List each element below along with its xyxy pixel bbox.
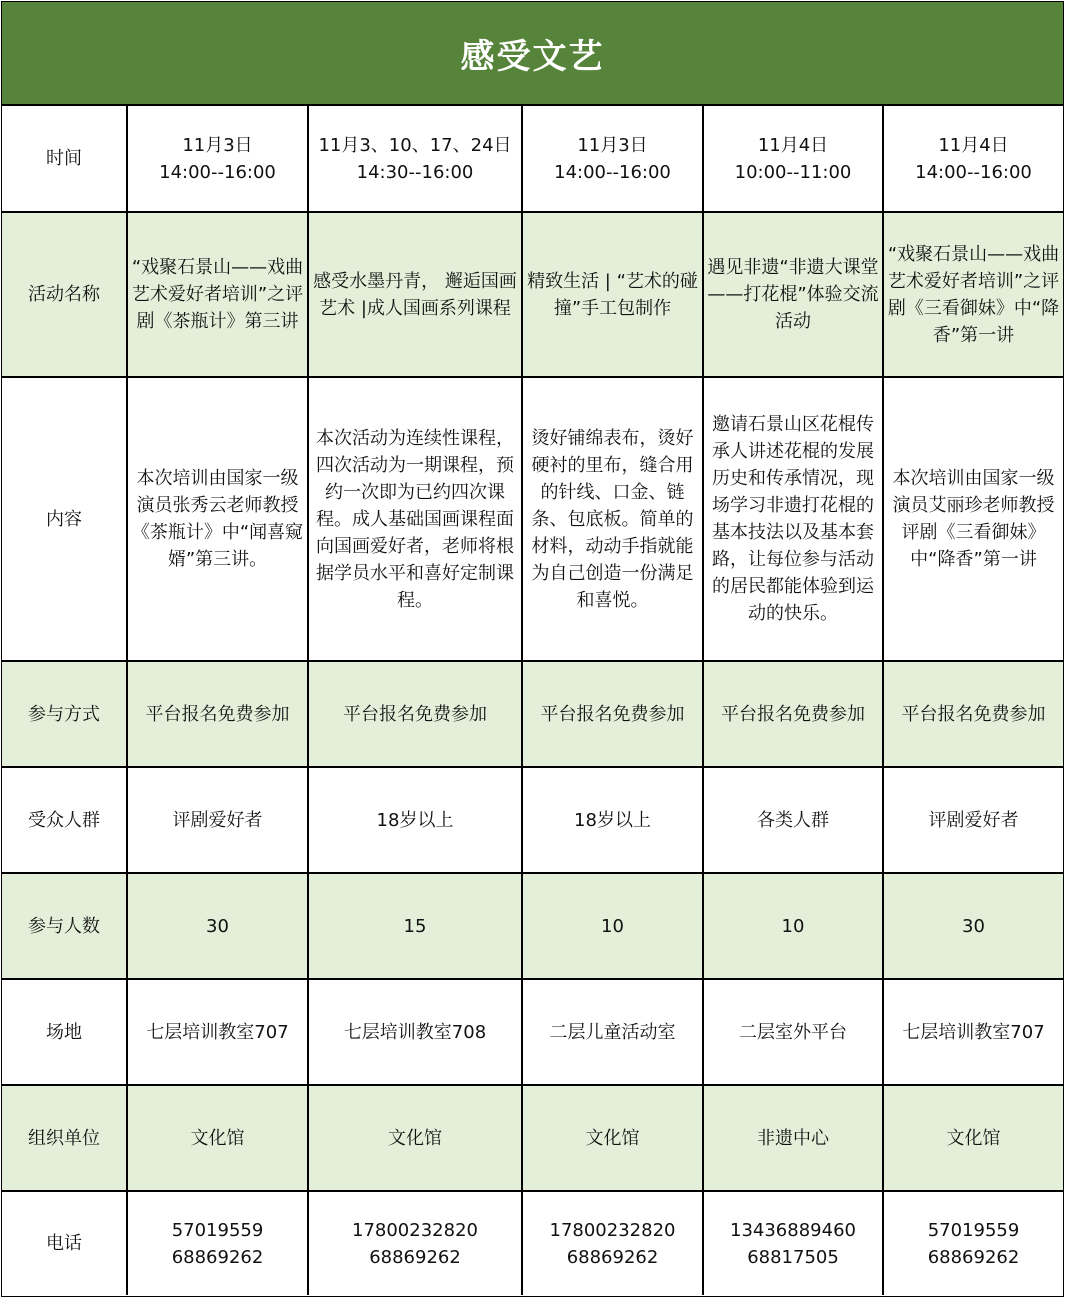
time-date: 11月3日 — [182, 134, 253, 156]
time-cell — [522, 106, 703, 212]
content-cell: 邀请石景山区花棍传承人讲述花棍的发展历史和传承情况，现场学习非遗打花棍的基本技法以及基本套路，让每位参与活动的居民都能体验到运动的快乐。 — [703, 377, 883, 661]
count-cell: 30 — [883, 873, 1063, 979]
time-range: 14:00--16:00 — [915, 161, 1032, 183]
row-label-time: 时间 — [2, 106, 127, 212]
time-range: 14:00--16:00 — [159, 161, 276, 183]
row-organizer — [2, 1085, 1063, 1191]
row-phone — [2, 1191, 1063, 1295]
time-range: 14:30--16:00 — [356, 161, 474, 183]
phone-number: 57019559 — [171, 1219, 264, 1241]
title-banner — [2, 2, 1063, 106]
activity-name-cell: 遇见非遗“非遗大课堂——打花棍”体验交流活动 — [703, 212, 883, 377]
time-cell — [883, 106, 1063, 212]
time-date: 11月4日 — [938, 134, 1009, 156]
venue-cell: 七层培训教室707 — [883, 979, 1063, 1085]
row-label-organizer: 组织单位 — [2, 1085, 127, 1191]
venue-cell: 二层室外平台 — [703, 979, 883, 1085]
phone-cell — [703, 1191, 883, 1295]
phone-number: 13436889460 — [730, 1219, 856, 1241]
row-venue — [2, 979, 1063, 1085]
row-label-participation-method: 参与方式 — [2, 661, 127, 767]
count-cell: 10 — [522, 873, 703, 979]
activity-name-cell: 感受水墨丹青， 邂逅国画艺术 |成人国画系列课程 — [308, 212, 522, 377]
content-cell: 烫好铺绵表布，烫好硬衬的里布，缝合用的针线、口金、链条、包底板。简单的材料，动动手指就能为自己创造一份满足和喜悦。 — [522, 377, 703, 661]
time-cell — [127, 106, 308, 212]
venue-cell: 七层培训教室707 — [127, 979, 308, 1085]
audience-cell: 评剧爱好者 — [883, 767, 1063, 873]
row-label-participant-count: 参与人数 — [2, 873, 127, 979]
organizer-cell: 文化馆 — [127, 1085, 308, 1191]
organizer-cell: 非遗中心 — [703, 1085, 883, 1191]
method-cell: 平台报名免费参加 — [127, 661, 308, 767]
count-cell: 30 — [127, 873, 308, 979]
phone-number: 68869262 — [566, 1246, 659, 1268]
row-content — [2, 377, 1063, 661]
phone-number: 17800232820 — [549, 1219, 676, 1241]
phone-number: 68869262 — [171, 1246, 264, 1268]
activity-name-cell: “戏聚石景山——戏曲艺术爱好者培训”之评剧《三看御妹》中“降香”第一讲 — [883, 212, 1063, 377]
phone-cell — [308, 1191, 522, 1295]
phone-number: 68869262 — [369, 1246, 461, 1268]
phone-cell — [522, 1191, 703, 1295]
organizer-cell: 文化馆 — [883, 1085, 1063, 1191]
row-time — [2, 106, 1063, 212]
method-cell: 平台报名免费参加 — [308, 661, 522, 767]
phone-number: 68817505 — [747, 1246, 839, 1268]
row-label-audience: 受众人群 — [2, 767, 127, 873]
time-date: 11月3日 — [577, 134, 648, 156]
method-cell: 平台报名免费参加 — [883, 661, 1063, 767]
method-cell: 平台报名免费参加 — [703, 661, 883, 767]
audience-cell: 18岁以上 — [308, 767, 522, 873]
phone-number: 68869262 — [927, 1246, 1020, 1268]
method-cell: 平台报名免费参加 — [522, 661, 703, 767]
content-cell: 本次培训由国家一级演员艾丽珍老师教授评剧《三看御妹》中“降香”第一讲 — [883, 377, 1063, 661]
time-cell — [703, 106, 883, 212]
schedule-table — [2, 106, 1063, 1295]
row-label-activity-name: 活动名称 — [2, 212, 127, 377]
row-activity-name — [2, 212, 1063, 377]
audience-cell: 评剧爱好者 — [127, 767, 308, 873]
row-participant-count — [2, 873, 1063, 979]
phone-cell — [883, 1191, 1063, 1295]
organizer-cell: 文化馆 — [522, 1085, 703, 1191]
organizer-cell: 文化馆 — [308, 1085, 522, 1191]
activity-name-cell: “戏聚石景山——戏曲艺术爱好者培训”之评剧《茶瓶计》第三讲 — [127, 212, 308, 377]
count-cell: 10 — [703, 873, 883, 979]
count-cell: 15 — [308, 873, 522, 979]
phone-cell — [127, 1191, 308, 1295]
row-participation-method — [2, 661, 1063, 767]
activity-name-cell: 精致生活 | “艺术的碰撞”手工包制作 — [522, 212, 703, 377]
time-date: 11月4日 — [757, 134, 829, 156]
activity-schedule-sheet — [1, 1, 1064, 1297]
audience-cell: 18岁以上 — [522, 767, 703, 873]
venue-cell: 七层培训教室708 — [308, 979, 522, 1085]
row-label-phone: 电话 — [2, 1191, 127, 1295]
phone-number: 57019559 — [927, 1219, 1020, 1241]
venue-cell: 二层儿童活动室 — [522, 979, 703, 1085]
content-cell: 本次培训由国家一级演员张秀云老师教授《茶瓶计》中“闻喜窥婿”第三讲。 — [127, 377, 308, 661]
phone-number: 17800232820 — [352, 1219, 478, 1241]
time-date: 11月3、10、17、24日 — [318, 134, 512, 156]
content-cell: 本次活动为连续性课程，四次活动为一期课程，预约一次即为已约四次课程。成人基础国画课程面向国画爱好者，老师将根据学员水平和喜好定制课程。 — [308, 377, 522, 661]
time-range: 14:00--16:00 — [554, 161, 671, 183]
audience-cell: 各类人群 — [703, 767, 883, 873]
time-range: 10:00--11:00 — [734, 161, 852, 183]
time-cell — [308, 106, 522, 212]
row-audience — [2, 767, 1063, 873]
row-label-venue: 场地 — [2, 979, 127, 1085]
row-label-content: 内容 — [2, 377, 127, 661]
page-title: 感受文艺 — [460, 36, 605, 77]
